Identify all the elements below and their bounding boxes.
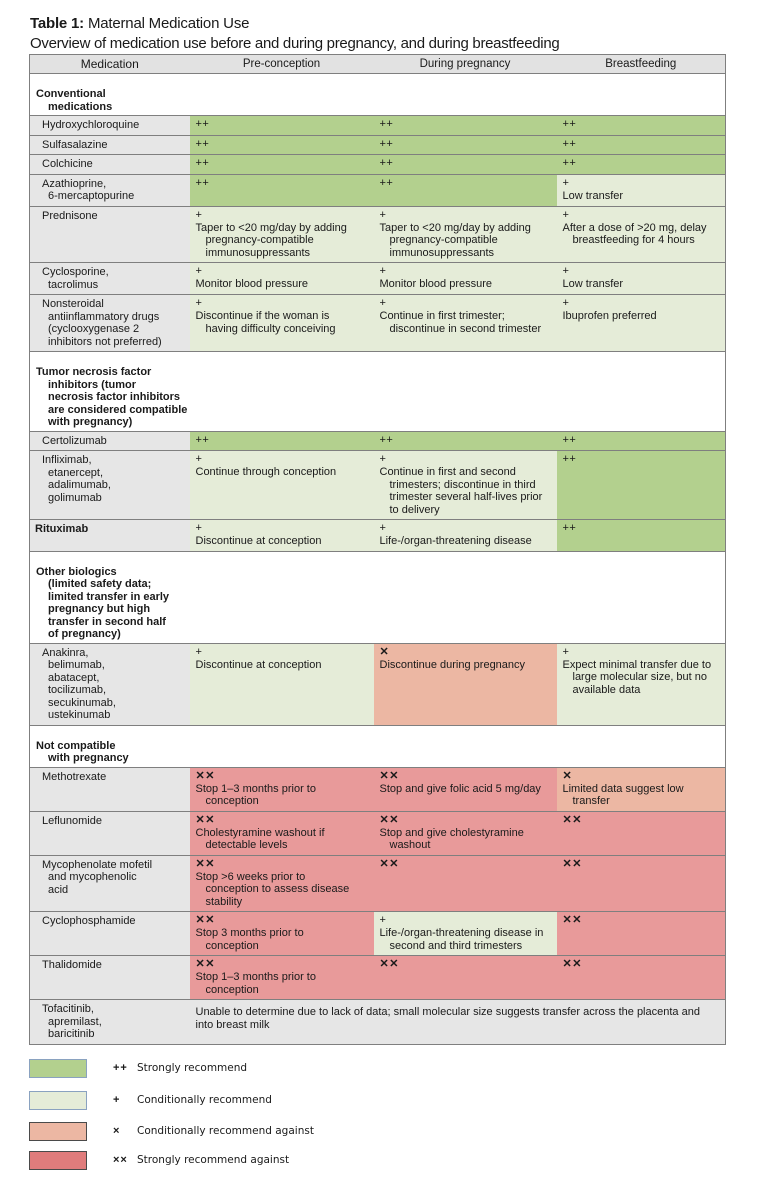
recommendation-symbol: ✕✕ [562,914,582,926]
medication-name [30,431,190,451]
recommendation-symbol: + [195,265,203,277]
table-row-anakinra [30,643,726,725]
medication-name-line: etanercept, [48,466,104,479]
table-row-thalidomide [30,956,726,1000]
legend-swatch [29,1122,87,1141]
table-subtitle: Overview of medication use before and during pregnancy, and during breastfeeding [30,35,560,52]
medication-name-line: antiinflammatory drugs [48,310,160,323]
note-line: second and third trimesters [389,939,523,952]
medication-name-line: Thalidomide [42,959,102,971]
note-line: having difficulty conceiving [205,322,336,335]
medication-name [30,263,190,295]
note-line: conception [205,939,259,952]
recommendation-symbol: ✕✕ [195,769,215,782]
section-label-line: limited transfer in early [48,590,170,603]
recommendation-symbol: + [195,208,203,221]
note-line: washout [389,839,431,851]
note-line: Stop >6 weeks prior to [195,870,306,883]
note-line: stability [205,895,243,908]
note-line: Continue through conception [195,466,337,478]
section-label-line: inhibitors (tumor [48,378,136,391]
medication-name-line: Cyclosporine, [42,266,109,278]
cell-pre-conception [190,116,374,136]
recommendation-symbol: + [379,297,387,309]
note-line: into breast milk [195,1018,270,1031]
cell-breastfeeding [557,811,726,855]
medication-name-line: Rituximab [35,523,89,535]
cell-breastfeeding [557,855,726,912]
section-label-line: medications [48,100,113,113]
recommendation-symbol: ++ [195,137,210,150]
medication-name-line: Sulfasalazine [42,138,108,151]
recommendation-symbol: + [379,914,387,926]
section-label [30,551,726,643]
recommendation-symbol: ++ [195,433,210,446]
section-label-line: Tumor necrosis factor [36,366,152,378]
recommendation-symbol: ++ [195,176,210,189]
cell-pre-conception [190,643,374,725]
note-line: Ibuprofen preferred [562,310,657,322]
cell-pre-conception [190,135,374,155]
table-title [30,15,249,32]
medication-name-line: Azathioprine, [42,177,107,190]
medication-name-line: Mycophenolate mofetil [42,858,153,871]
recommendation-symbol: + [562,297,570,309]
cell-during-pregnancy [374,206,557,263]
medication-name [30,135,190,155]
legend-label: Conditionally recommend against [137,1125,314,1137]
cell-during-pregnancy [374,912,557,956]
medication-table [29,54,726,1045]
note-line: Cholestyramine washout if [195,826,325,839]
cell-pre-conception [190,520,374,552]
medication-name-line: golimumab [48,491,102,504]
note-line: trimesters; discontinue in third [389,478,536,491]
note-line: immunosuppressants [389,246,495,259]
note-line: large molecular size, but no [572,671,708,683]
cell-breastfeeding [557,451,726,520]
legend-item-strongly-recommend-against [29,1151,429,1173]
cell-breastfeeding [557,956,726,1000]
note-line: Life-/organ-threatening disease in [379,927,544,939]
medication-name [30,811,190,855]
cell-pre-conception [190,451,374,520]
note-line: to delivery [389,503,440,516]
recommendation-symbol: + [195,453,203,465]
table-row-cyclosporine [30,263,726,295]
table-row-infliximab [30,451,726,520]
legend-symbol: ×× [113,1154,128,1166]
recommendation-symbol: ++ [195,118,210,130]
note-line: Low transfer [562,189,624,202]
note-line: Expect minimal transfer due to [562,658,712,671]
recommendation-note [380,783,551,796]
recommendation-symbol: ✕✕ [195,813,215,826]
recommendation-symbol: + [195,297,203,309]
medication-name-line: ustekinumab [48,709,111,721]
section-label-line: are considered compatible [48,403,188,416]
section-label-line: (limited safety data; [48,578,152,590]
medication-name-line: Tofacitinib, [42,1003,94,1015]
medication-name-line: tacrolimus [48,278,99,291]
table-row-certolizumab [30,431,726,451]
cell-pre-conception [190,295,374,352]
recommendation-note [196,783,368,808]
section-label-line: with pregnancy) [48,416,133,428]
recommendation-symbol: + [562,208,570,221]
medication-name [30,174,190,206]
recommendation-note [196,927,368,952]
note-line: transfer [572,795,610,807]
note-line: Discontinue at conception [195,535,322,547]
note-line: immunosuppressants [205,246,311,259]
note-line: Discontinue if the woman is [195,310,330,322]
medication-name-line: Methotrexate [42,770,107,783]
section-label-line: Other biologics [36,565,117,578]
section-label [30,725,726,767]
note-line: available data [572,683,641,696]
legend-item-conditionally-recommend-against [29,1122,429,1144]
cell-pre-conception [190,431,374,451]
section-label-line: Conventional [36,88,106,100]
note-line: detectable levels [205,839,288,851]
medication-name-line: abatacept, [48,671,100,684]
table-row-methotrexate [30,767,726,811]
cell-during-pregnancy [374,520,557,552]
table-row-prednisone [30,206,726,263]
note-line: conception to assess disease [205,883,350,895]
note-line: Limited data suggest low [562,782,684,795]
recommendation-note [196,1006,720,1031]
recommendation-symbol: ✕✕ [379,857,399,870]
section-label-line: necrosis factor inhibitors [48,391,181,403]
table-row-sulfasalazine [30,135,726,155]
note-line: Life-/organ-threatening disease [379,535,532,547]
recommendation-symbol: ✕✕ [562,857,582,870]
section-label [30,74,726,116]
medication-name [30,451,190,520]
cell-breastfeeding [557,767,726,811]
cell-during-pregnancy [374,811,557,855]
table-row-hydroxychloroquine [30,116,726,136]
cell-breastfeeding [557,520,726,552]
medication-name-line: Leflunomide [42,814,102,827]
medication-name-line: Certolizumab [42,434,107,447]
recommendation-symbol: + [562,265,570,277]
section-label [30,352,726,432]
cell-during-pregnancy [374,451,557,520]
header-row [30,55,726,74]
section-label-line: Not compatible [36,739,116,752]
note-line: Unable to determine due to lack of data; small molecular size suggests transfer across the placenta and [195,1006,700,1018]
medication-name [30,155,190,175]
medication-name [30,643,190,725]
medication-name-line: Hydroxychloroquine [42,119,140,131]
recommendation-symbol: ++ [562,137,577,150]
cell-breastfeeding [557,295,726,352]
cell-during-pregnancy [374,767,557,811]
medication-name [30,956,190,1000]
recommendation-symbol: ++ [562,433,577,446]
recommendation-note [196,971,368,996]
legend-label: Strongly recommend [137,1062,248,1074]
medication-name-line: acid [48,883,69,896]
note-line: After a dose of >20 mg, delay [562,221,707,234]
legend-symbol: + [113,1094,121,1106]
note-line: Taper to <20 mg/day by adding [379,221,531,234]
recommendation-note [380,927,551,952]
medication-name-line: secukinumab, [48,696,116,709]
medication-name [30,1000,190,1045]
cell-pre-conception [190,912,374,956]
recommendation-note [380,466,551,516]
recommendation-symbol: ✕✕ [195,857,215,870]
medication-name-line: 6-mercaptopurine [48,190,135,202]
recommendation-note [380,659,551,672]
note-line: Continue in first and second [379,466,516,478]
medication-name-line: Anakinra, [42,646,89,659]
recommendation-symbol: + [379,208,387,221]
recommendation-symbol: ✕✕ [379,769,399,782]
recommendation-note [380,278,551,291]
section-header-row [30,74,726,116]
recommendation-note [563,783,720,808]
note-line: discontinue in second trimester [389,322,542,335]
cell-breastfeeding [557,912,726,956]
note-line: pregnancy-compatible [389,234,498,246]
cell-breastfeeding [557,643,726,725]
medication-name-line: baricitinib [48,1028,95,1040]
recommendation-note [196,310,368,335]
legend-swatch [29,1059,87,1078]
medication-name [30,912,190,956]
cell-during-pregnancy [374,174,557,206]
note-line: Stop 3 months prior to [195,927,304,939]
recommendation-symbol: + [562,645,570,658]
cell-breastfeeding [557,135,726,155]
recommendation-symbol: ++ [379,137,394,150]
recommendation-symbol: + [379,453,387,465]
note-line: breastfeeding for 4 hours [572,234,695,246]
cell-pre-conception [190,767,374,811]
legend-label: Strongly recommend against [137,1154,290,1166]
recommendation-note [563,222,720,247]
note-line: conception [205,983,259,996]
medication-name-line: tocilizumab, [48,684,107,696]
recommendation-note [380,535,551,548]
legend-label: Conditionally recommend [137,1094,272,1106]
cell-pre-conception [190,174,374,206]
medication-name [30,206,190,263]
recommendation-symbol: ✕✕ [379,958,399,970]
recommendation-symbol: ++ [195,157,210,169]
note-line: Stop 1–3 months prior to [195,782,316,795]
legend-symbol: × [113,1125,121,1137]
table-row-cyclophosphamide [30,912,726,956]
recommendation-symbol: ✕✕ [195,958,215,970]
recommendation-symbol: ++ [379,157,394,169]
table-number: Table 1: [30,15,84,32]
cell-all-periods [190,1000,726,1045]
note-line: Monitor blood pressure [195,278,309,290]
cell-during-pregnancy [374,263,557,295]
table-row-tofacitinib [30,1000,726,1045]
table-title-text: Maternal Medication Use [87,15,250,32]
medication-name-line: Cyclophosphamide [42,915,136,927]
section-label-line: of pregnancy) [48,628,121,640]
medication-name [30,855,190,912]
medication-name-line: Prednisone [42,209,98,222]
recommendation-note [196,535,368,548]
legend-item-conditionally-recommend [29,1091,429,1113]
recommendation-note [563,190,720,203]
recommendation-symbol: ++ [379,433,394,446]
note-line: trimester several half-lives prior [389,491,543,503]
cell-breastfeeding [557,116,726,136]
recommendation-note [196,871,368,909]
cell-breastfeeding [557,174,726,206]
cell-breastfeeding [557,431,726,451]
recommendation-symbol: + [379,522,387,534]
recommendation-symbol: ✕✕ [562,958,582,970]
recommendation-note [563,278,720,291]
cell-during-pregnancy [374,155,557,175]
recommendation-note [196,222,368,260]
medication-name-line: inhibitors not preferred) [48,335,162,348]
note-line: Discontinue during pregnancy [379,658,526,671]
recommendation-note [380,310,551,335]
note-line: Taper to <20 mg/day by adding [195,221,347,234]
recommendation-symbol: ✕ [562,769,573,782]
cell-breastfeeding [557,155,726,175]
table-row-colchicine [30,155,726,175]
note-line: Discontinue at conception [195,658,322,671]
note-line: pregnancy-compatible [205,234,314,246]
cell-during-pregnancy [374,855,557,912]
table-row-mycophenolate-mofetil [30,855,726,912]
recommendation-note [563,310,720,323]
recommendation-note [563,659,720,697]
recommendation-note [196,278,368,291]
medication-name [30,520,190,552]
medication-name [30,116,190,136]
recommendation-symbol: ++ [562,522,577,534]
recommendation-note [196,827,368,852]
medication-name-line: Nonsteroidal [42,298,104,310]
table-row-nonsteroidal [30,295,726,352]
table-row-rituximab [30,520,726,552]
cell-pre-conception [190,811,374,855]
note-line: conception [205,795,259,807]
medication-name-line: adalimumab, [48,479,111,491]
recommendation-symbol: ++ [379,176,394,189]
recommendation-symbol: ✕✕ [379,813,399,826]
note-line: Low transfer [562,278,624,290]
note-line: Continue in first trimester; [379,310,505,322]
table-row-leflunomide [30,811,726,855]
column-header-during-pregnancy: During pregnancy [374,55,557,74]
cell-during-pregnancy [374,116,557,136]
medication-name-line: apremilast, [48,1015,102,1028]
legend-item-strongly-recommend [29,1059,429,1081]
recommendation-symbol: + [195,645,203,658]
recommendation-symbol: ✕ [379,645,390,658]
cell-breastfeeding [557,206,726,263]
recommendation-note [380,827,551,852]
column-header-medication: Medication [30,55,190,74]
recommendation-symbol: + [562,176,570,189]
cell-during-pregnancy [374,431,557,451]
medication-name-line: (cyclooxygenase 2 [48,323,140,335]
recommendation-symbol: ++ [379,118,394,130]
cell-pre-conception [190,206,374,263]
recommendation-symbol: ✕✕ [195,914,215,926]
note-line: Stop and give cholestyramine [379,826,524,839]
recommendation-symbol: + [379,265,387,277]
medication-name [30,767,190,811]
note-line: Monitor blood pressure [379,278,493,290]
medication-name [30,295,190,352]
recommendation-symbol: ++ [562,118,577,130]
cell-during-pregnancy [374,643,557,725]
recommendation-note [196,466,368,479]
cell-during-pregnancy [374,135,557,155]
cell-during-pregnancy [374,956,557,1000]
recommendation-symbol: ++ [562,157,577,169]
recommendation-symbol: + [195,522,203,534]
cell-pre-conception [190,263,374,295]
cell-pre-conception [190,155,374,175]
legend-swatch [29,1091,87,1110]
recommendation-symbol: ✕✕ [562,813,582,826]
recommendation-note [380,222,551,260]
section-header-row [30,725,726,767]
cell-breastfeeding [557,263,726,295]
section-label-line: with pregnancy [48,752,129,764]
medication-name-line: belimumab, [48,659,105,671]
section-label-line: transfer in second half [48,615,166,628]
cell-pre-conception [190,855,374,912]
medication-name-line: Colchicine [42,158,93,170]
section-header-row [30,352,726,432]
medication-name-line: Infliximab, [42,454,92,466]
note-line: Stop and give folic acid 5 mg/day [379,782,541,795]
recommendation-note [196,659,368,672]
table-row-azathioprine [30,174,726,206]
medication-name-line: and mycophenolic [48,871,137,883]
column-header-pre-conception: Pre-conception [190,55,374,74]
column-header-breastfeeding: Breastfeeding [557,55,726,74]
legend-swatch [29,1151,87,1170]
recommendation-symbol: ++ [562,453,577,465]
note-line: Stop 1–3 months prior to [195,971,316,983]
section-header-row [30,551,726,643]
cell-pre-conception [190,956,374,1000]
section-label-line: pregnancy but high [48,603,151,615]
legend-symbol: ++ [113,1062,128,1074]
cell-during-pregnancy [374,295,557,352]
